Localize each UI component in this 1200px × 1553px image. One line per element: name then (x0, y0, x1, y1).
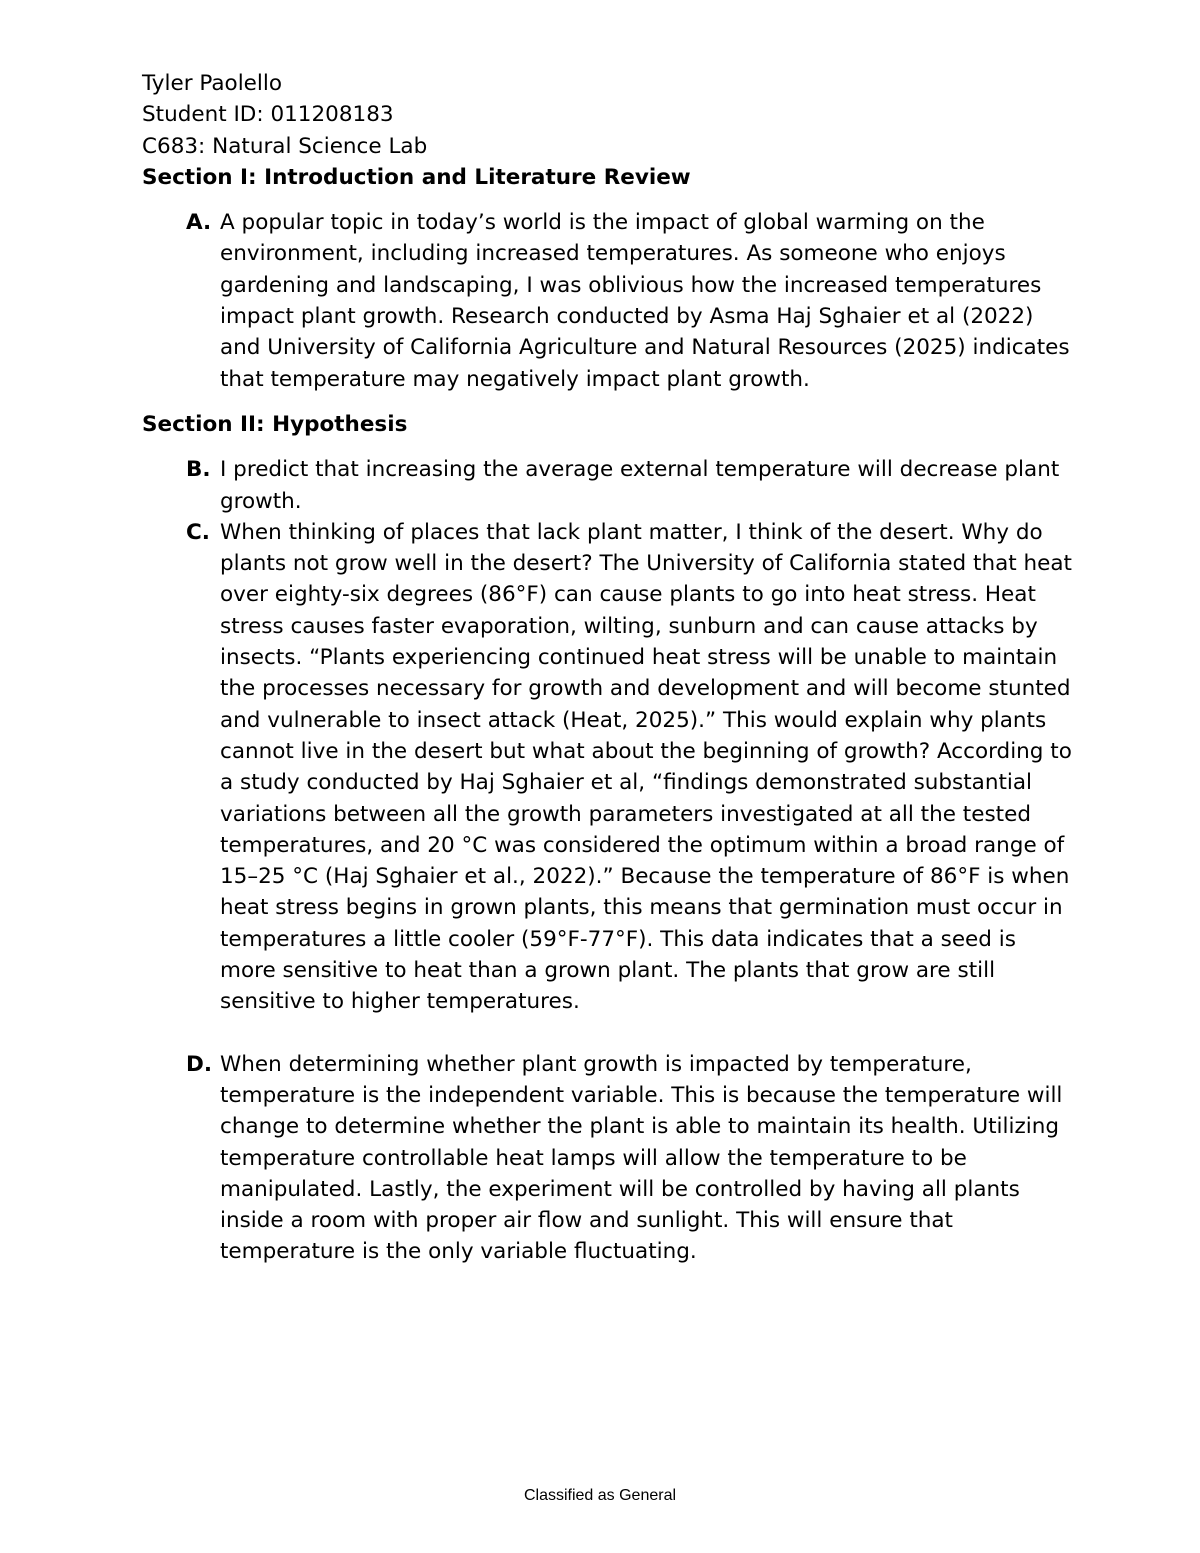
classification-footer: Classified as General (523, 1487, 677, 1504)
document-body (142, 68, 1072, 1268)
list-item-c (142, 517, 1072, 1018)
list-item-letter: D. (186, 1051, 213, 1077)
list-item-text: I predict that increasing the average external temperature will decrease plant growth. (220, 457, 1060, 514)
section-1-heading: Section I: Introduction and Literature Review (142, 164, 691, 190)
list-item-a (142, 207, 1072, 395)
author-name: Tyler Paolello (142, 71, 283, 96)
list-item-b (142, 454, 1072, 517)
student-id: Student ID: 011208183 (142, 102, 394, 128)
list-item-text: When determining whether plant growth is impacted by temperature, temperature is the independent variable. This is because the temperature will change to determine whether the plant is able to maintain its health. Utilizing temperature controllable heat lamps will allow the temperature to be manipulated. Lastly, the experiment will be controlled by having all plants inside a room with proper air flow and sunlight. This will ensure that temperature is the only variable fluctuating. (220, 1051, 1063, 1265)
list-item-text: When thinking of places that lack plant matter, I think of the desert. Why do plants not grow well in the desert? The University of California stated that heat over eighty-six degrees (86°F) can cause plants to go into heat stress. Heat stress causes faster evaporation, wilting, sunburn and can cause attacks by insects. “Plants experiencing continued heat stress will be unable to maintain the processes necessary for growth and development and will become stunted and vulnerable to insect attack (Heat, 2025).” This would explain why plants cannot live in the desert but what about the beginning of growth? According to a study conducted by Haj Sghaier et al, “findings demonstrated substantial variations between all the growth parameters investigated at all the tested temperatures, and 20 °C was considered the optimum within a broad range of 15–25 °C (Haj Sghaier et al., 2022).” Because the temperature of 86°F is when heat stress begins in grown plants, this means that germination must occur in temperatures a little cooler (59°F-77°F). This data indicates that a seed is more sensitive to heat than a grown plant. The plants that grow are still sensitive to higher temperatures. (220, 519, 1072, 1015)
list-item-letter: B. (186, 457, 211, 483)
list-item-letter: C. (186, 519, 210, 545)
list-item-letter: A. (186, 210, 212, 236)
list-item-text: A popular topic in today’s world is the impact of global warming on the environment, including increased temperatures. As someone who enjoys gardening and landscaping, I was oblivious how the increased temperatures impact plant growth. Research conducted by Asma Haj Sghaier et al (2022) and University of California Agriculture and Natural Resources (2025) indicates that temperature may negatively impact plant growth. (220, 210, 1070, 392)
section-2-heading: Section II: Hypothesis (142, 411, 408, 437)
list-item-d (142, 1049, 1072, 1268)
course-title: C683: Natural Science Lab (142, 133, 428, 159)
